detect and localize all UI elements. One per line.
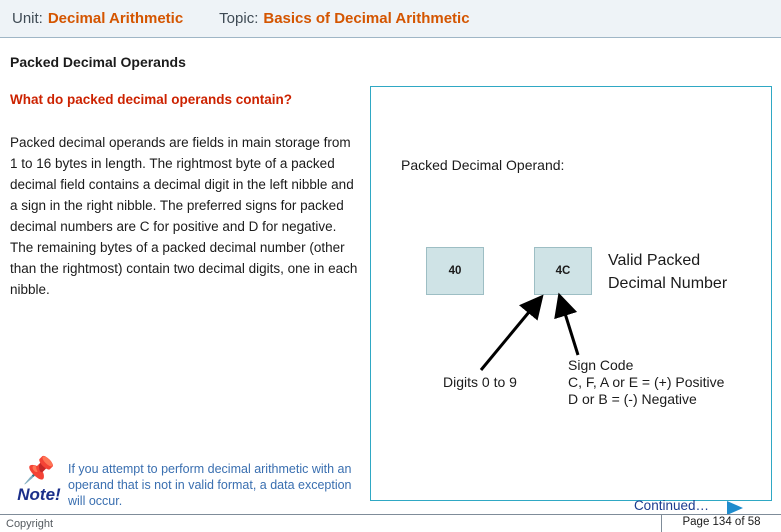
page-header bbox=[0, 0, 781, 38]
sign-code-negative: D or B = (-) Negative bbox=[568, 391, 697, 407]
note-box bbox=[8, 455, 358, 517]
diagram-panel bbox=[370, 86, 772, 501]
unit-value: Decimal Arithmetic bbox=[47, 10, 184, 27]
valid-number-label bbox=[608, 249, 727, 295]
pushpin-glyph: 📌 bbox=[22, 455, 56, 485]
question-heading: What do packed decimal operands contain? bbox=[10, 92, 293, 107]
digits-annotation: Digits 0 to 9 bbox=[443, 374, 517, 390]
note-pushpin-icon bbox=[12, 457, 66, 505]
byte-box-first: 40 bbox=[426, 247, 484, 295]
valid-number-line2: Decimal Number bbox=[608, 275, 728, 292]
topic-value: Basics of Decimal Arithmetic bbox=[263, 10, 470, 27]
section-title: Packed Decimal Operands bbox=[10, 54, 186, 70]
byte-box-second: 4C bbox=[534, 247, 592, 295]
right-arrow-icon[interactable] bbox=[727, 501, 743, 515]
sign-code-positive: C, F, A or E = (+) Positive bbox=[568, 374, 725, 390]
unit-label: Unit: bbox=[12, 10, 43, 27]
note-word: Note! bbox=[17, 485, 61, 504]
unit-group bbox=[12, 10, 183, 27]
page-indicator: Page 134 of 58 bbox=[661, 514, 781, 532]
sign-code-annotation bbox=[568, 357, 724, 408]
body-paragraph: Packed decimal operands are fields in main storage from 1 to 16 bytes in length. The rightmost byte of a packed decimal field contains a decimal digit in the left nibble and a sign in the right nibble. The preferred signs for packed decimal numbers are C for positive and D for negative. The remaining bytes of a packed decimal number (other than the rightmost) contain two decimal digits, one in each nibble. bbox=[10, 135, 358, 297]
continued-label[interactable]: Continued… bbox=[633, 498, 709, 513]
note-text: If you attempt to perform decimal arithmetic with an operand that is not in valid format, a data exception will occur. bbox=[68, 462, 352, 508]
diagram-caption: Packed Decimal Operand: bbox=[401, 157, 565, 173]
topic-label: Topic: bbox=[219, 10, 259, 27]
sign-code-title: Sign Code bbox=[568, 357, 634, 373]
valid-number-line1: Valid Packed bbox=[608, 252, 701, 269]
topic-group bbox=[219, 10, 469, 27]
copyright-text: Copyright bbox=[6, 518, 54, 530]
